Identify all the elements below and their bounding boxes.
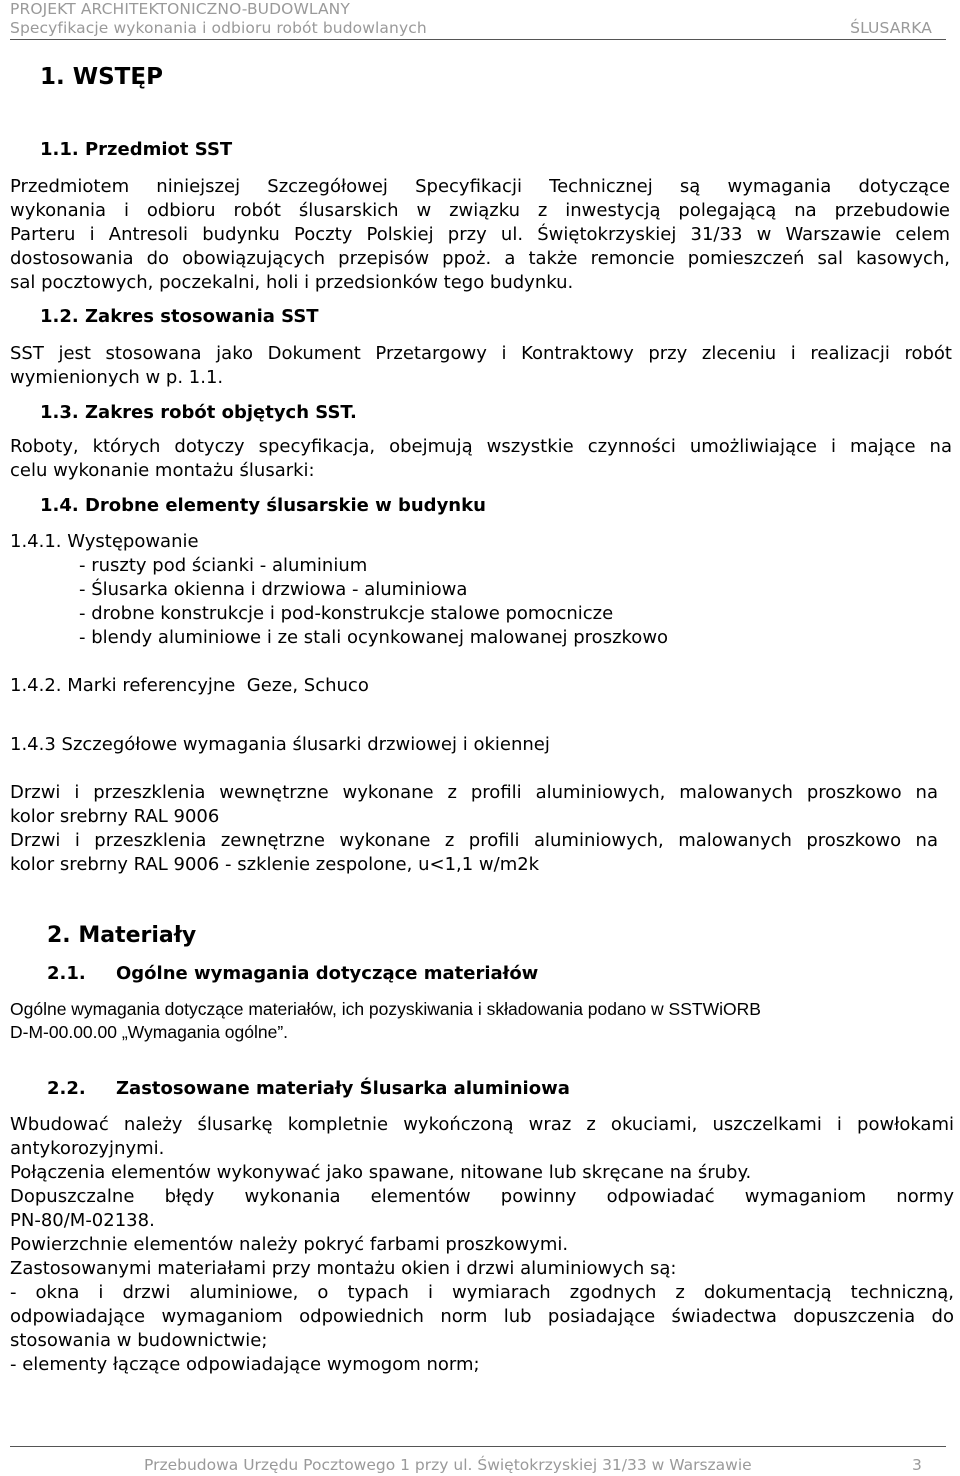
header-section-name: ŚLUSARKA	[850, 19, 932, 37]
text-line: Powierzchnie elementów należy pokryć farbami proszkowymi.	[10, 1234, 569, 1255]
heading-1-4-3: 1.4.3 Szczegółowe wymagania ślusarki drzwiowej i okiennej	[10, 734, 550, 755]
list-item: - drobne konstrukcje i pod-konstrukcje stalowe pomocnicze	[79, 603, 614, 624]
list-item: - blendy aluminiowe i ze stali ocynkowanej malowanej proszkowo	[79, 627, 669, 648]
paragraph-1-1	[10, 175, 950, 295]
heading-1-4: 1.4. Drobne elementy ślusarskie w budynku	[40, 495, 486, 516]
text-line: PN-80/M-02138.	[10, 1210, 155, 1231]
footer-text: Przebudowa Urzędu Pocztowego 1 przy ul. Świętokrzyskiej 31/33 w Warszawie	[144, 1456, 752, 1474]
text-line: wymienionych w p. 1.1.	[10, 367, 224, 388]
text-line: kolor srebrny RAL 9006 - szklenie zespolone, u<1,1 w/m2k	[10, 854, 540, 875]
text-line: Drzwi i przeszklenia zewnętrzne wykonane z profili aluminiowych, malowanych proszkowo na	[10, 830, 938, 851]
text-line: Dopuszczalne błędy wykonania elementów powinny odpowiadać wymaganiom normy	[10, 1186, 954, 1207]
heading-1-2: 1.2. Zakres stosowania SST	[40, 306, 319, 327]
footer-rule	[10, 1446, 946, 1447]
text-line: wykonania i odbioru robót ślusarskich w związku z inwestycją polegającą na przebudowie	[10, 200, 950, 221]
list-1-4-1	[79, 554, 668, 650]
text-line: sal pocztowych, poczekalni, holi i przedsionków tego budynku.	[10, 272, 574, 293]
heading-1-1: 1.1. Przedmiot SST	[40, 139, 233, 160]
section-2-heading: 2. Materiały	[47, 923, 197, 948]
heading-2-2: Zastosowane materiały Ślusarka aluminiowa	[116, 1078, 570, 1099]
paragraph-1-3	[10, 435, 952, 483]
header-subtitle: Specyfikacje wykonania i odbioru robót budowlanych	[10, 19, 427, 37]
heading-2-1: Ogólne wymagania dotyczące materiałów	[116, 963, 539, 984]
paragraph-2-1	[10, 998, 761, 1044]
text-line: stosowania w budownictwie;	[10, 1330, 268, 1351]
paragraph-2-2	[10, 1113, 954, 1377]
text-line: Połączenia elementów wykonywać jako spawane, nitowane lub skręcane na śruby.	[10, 1162, 752, 1183]
heading-2-2-number: 2.2.	[47, 1078, 86, 1099]
paragraph-1-4-3	[10, 781, 938, 877]
page-number: 3	[912, 1456, 922, 1474]
text-line: dostosowania do obowiązujących przepisów ppoż. a także remoncie pomieszczeń sal kasowych,	[10, 248, 950, 269]
text-line: Drzwi i przeszklenia wewnętrzne wykonane z profili aluminiowych, malowanych proszkowo na	[10, 782, 938, 803]
heading-1-4-2: 1.4.2. Marki referencyjne Geze, Schuco	[10, 675, 369, 696]
text-line: - elementy łączące odpowiadające wymogom norm;	[10, 1354, 480, 1375]
header-project-title: PROJEKT ARCHITEKTONICZNO-BUDOWLANY	[10, 0, 350, 18]
list-item: - Ślusarka okienna i drzwiowa - aluminiowa	[79, 579, 468, 600]
paragraph-1-2	[10, 342, 952, 390]
text-line: Przedmiotem niniejszej Szczegółowej Specyfikacji Technicznej są wymagania dotyczące	[10, 176, 950, 197]
text-line: SST jest stosowana jako Dokument Przetargowy i Kontraktowy przy zleceniu i realizacji robót	[10, 343, 952, 364]
text-line: celu wykonanie montażu ślusarki:	[10, 460, 315, 481]
text-line: Roboty, których dotyczy specyfikacja, obejmują wszystkie czynności umożliwiające i mające na	[10, 436, 952, 457]
text-line: odpowiadające wymaganiom odpowiednich norm lub posiadające świadectwa dopuszczenia do	[10, 1306, 954, 1327]
text-line: Wbudować należy ślusarkę kompletnie wykończoną wraz z okuciami, uszczelkami i powłokami	[10, 1114, 954, 1135]
heading-2-1-number: 2.1.	[47, 963, 86, 984]
list-item: - ruszty pod ścianki - aluminium	[79, 555, 368, 576]
text-line: D-M-00.00.00 „Wymagania ogólne”.	[10, 1022, 289, 1042]
text-line: - okna i drzwi aluminiowe, o typach i wymiarach zgodnych z dokumentacją techniczną,	[10, 1282, 954, 1303]
text-line: Ogólne wymagania dotyczące materiałów, ich pozyskiwania i składowania podano w SSTWiORB	[10, 999, 761, 1019]
text-line: Zastosowanymi materiałami przy montażu okien i drzwi aluminiowych są:	[10, 1258, 677, 1279]
text-line: kolor srebrny RAL 9006	[10, 806, 220, 827]
section-1-heading: 1. WSTĘP	[40, 64, 163, 90]
heading-1-4-1: 1.4.1. Występowanie	[10, 531, 199, 552]
text-line: Parteru i Antresoli budynku Poczty Polskiej przy ul. Świętokrzyskiej 31/33 w Warszawie celem	[10, 224, 950, 245]
heading-1-3: 1.3. Zakres robót objętych SST.	[40, 402, 357, 423]
header-rule	[10, 39, 946, 40]
text-line: antykorozyjnymi.	[10, 1138, 165, 1159]
